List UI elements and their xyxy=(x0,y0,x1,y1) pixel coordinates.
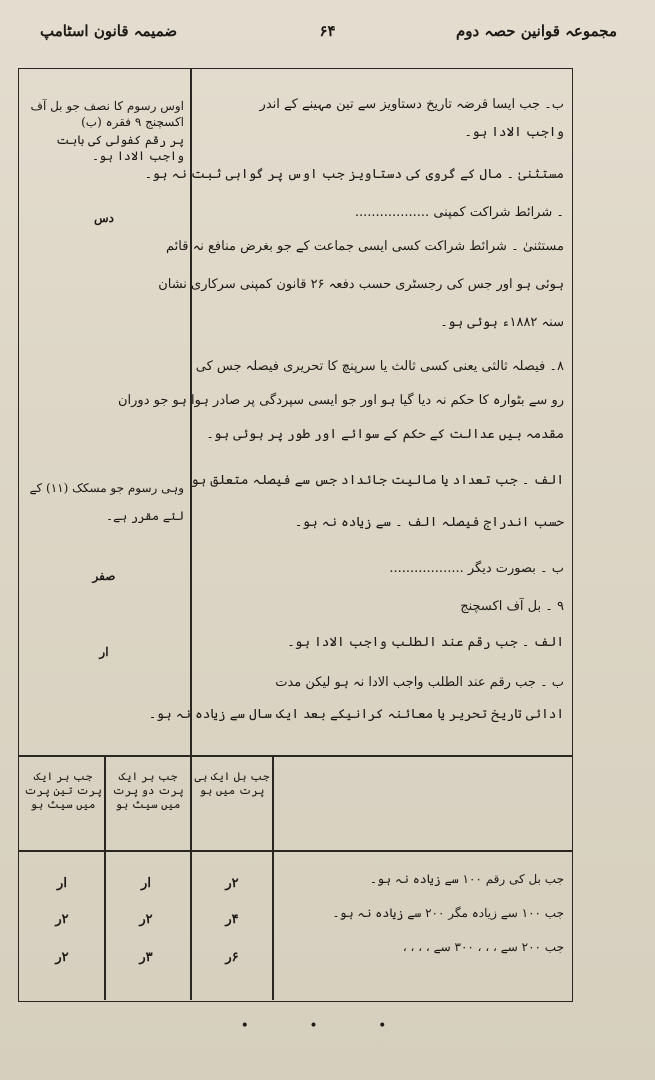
rate-cell: ۳ر xyxy=(139,950,153,965)
footer-marks: • • • xyxy=(240,1018,415,1034)
entry-line: حسب اندراج فیصلہ الف ۔ سے زیادہ نہ ہو۔ xyxy=(294,515,564,530)
entry-line: ۔ شرائط شراکت کمپنی .................. xyxy=(354,205,564,220)
running-head-left: ضمیمہ قانون اسٹامپ xyxy=(40,22,178,40)
entry-line: ہوئی ہو اور جس کی رجسٹری حسب دفعہ ۲۶ قانون کمپنی سرکاری نشان xyxy=(158,277,564,292)
table-top-rule xyxy=(18,755,573,757)
rate-cell: ۴ر xyxy=(225,912,239,927)
entry-line: رو سے بٹوارہ کا حکم نہ دیا گیا ہو اور جو ایسی سپردگی پر صادر ہوا ہو جو دوران xyxy=(117,393,564,408)
entry-line: مستثنیٰ ۔ شرائط شراکت کسی ایسی جماعت کے جو بغرض منافع نہ قائم xyxy=(166,239,564,254)
table-divider-1 xyxy=(272,755,274,1000)
entry-line: ب ۔ جب رقم عند الطلب واجب الادا نہ ہو لیکن مدت xyxy=(275,675,564,690)
duty-column xyxy=(24,74,184,724)
duty-amount: دس xyxy=(94,211,114,225)
entry-line: ۸۔ فیصلہ ثالثی یعنی کسی ثالث یا سرپنچ کا تحریری فیصلہ جس کی xyxy=(195,359,564,374)
duty-line: پر رقم کفولی کی بابت واجب الادا ہو۔ xyxy=(56,133,184,164)
duty-amount: صفر xyxy=(92,569,116,583)
entry-line: مقدمہ بیں عدالت کے حکم کے سوائے اور طور پر ہوئی ہو۔ xyxy=(206,427,564,442)
table-header-rule xyxy=(18,850,573,852)
entry-line: ب ۔ بصورت دیگر .................. xyxy=(389,561,564,576)
duty-amount: ار xyxy=(99,645,109,659)
rate-cell: ۶ر xyxy=(225,950,239,965)
rate-cell: ۲ر xyxy=(225,876,239,891)
duty-line: لئے مقرر ہے۔ xyxy=(106,509,184,523)
running-head-right: مجموعہ قوانین حصہ دوم xyxy=(455,22,617,40)
column-header-single: جب بل ایک ہی پرت میں ہو xyxy=(194,770,270,797)
rate-cell: ۲ر xyxy=(55,912,69,927)
column-header-two-part: جب ہر ایک پرت دو پرت میں سیٹ ہو xyxy=(112,770,184,811)
entry-line: ب۔ جب ایسا قرضہ تاریخ دستاویز سے تین مہینے کے اندر xyxy=(259,97,564,112)
entry-line: سنہ ۱۸۸۲ء ہوئی ہو۔ xyxy=(440,315,564,330)
duty-line: وہی رسوم جو مسکک (۱۱) کے xyxy=(29,481,184,495)
column-header-three-part: جب ہر ایک پرت تین پرت میں سیٹ ہو xyxy=(24,770,102,811)
entry-line: مستثنیٰ ۔ مال کے گروی کی دستاویز جب اوس پر گواہی ثبت نہ ہو۔ xyxy=(144,167,564,182)
rate-cell: ۲ر xyxy=(55,950,69,965)
rate-cell: ار xyxy=(57,876,67,891)
entry-line: واجب الادا ہو۔ xyxy=(464,125,564,140)
page-number: ۶۴ xyxy=(319,22,336,40)
entry-line: الف ۔ جب رقم عند الطلب واجب الادا ہو۔ xyxy=(287,635,564,650)
bill-row-label: جب ۲۰۰ سے ، ، ، ۳۰۰ سے ، ، ، ، xyxy=(402,940,564,954)
bill-row-label: جب بل کی رقم ۱۰۰ سے زیادہ نہ ہو۔ xyxy=(369,872,564,886)
entry-line: ۹ ۔ بل آف اکسچنج xyxy=(460,599,564,614)
entry-line: الف ۔ جب تعداد یا مالیت جائداد جس سے فیصلہ متعلق ہو xyxy=(191,473,564,488)
rate-cell: ار xyxy=(141,876,151,891)
duty-line: اوس رسوم کا نصف جو بل آف اکسچنج ۹ فقرہ (ب) xyxy=(30,99,184,130)
bill-row-label: جب ۱۰۰ سے زیادہ مگر ۲۰۰ سے زیادہ نہ ہو۔ xyxy=(332,906,564,920)
rate-cell: ۲ر xyxy=(139,912,153,927)
entry-line: ادائی تاریخ تحریر یا معائنہ کرانیکے بعد ایک سال سے زیادہ نہ ہو۔ xyxy=(148,707,564,722)
